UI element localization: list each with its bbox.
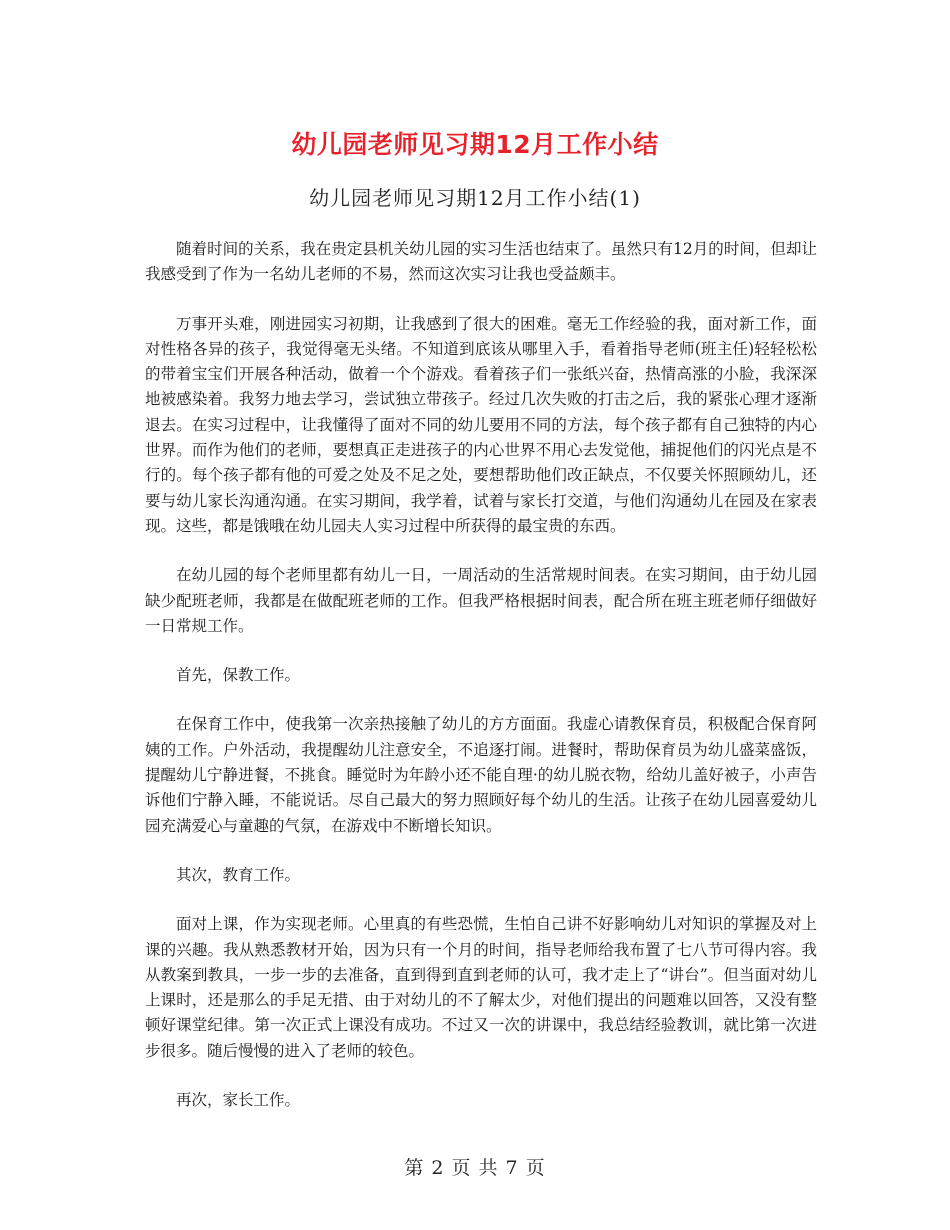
document-body <box>145 237 817 1137</box>
paragraph: 在幼儿园的每个老师里都有幼儿一日，一周活动的生活常规时间表。在实习期间，由于幼儿园缺少配班老师，我都是在做配班老师的工作。但我严格根据时间表，配合所在班主班老师仔细做好一日常规工作。 <box>145 566 817 635</box>
document-subtitle: 幼儿园老师见习期12月工作小结(1) <box>309 186 641 210</box>
section-heading: 首先，保教工作。 <box>176 666 301 685</box>
section-heading: 再次，家长工作。 <box>176 1091 301 1110</box>
page-number-footer: 第 2 页 共 7 页 <box>404 1157 546 1179</box>
document-title: 幼儿园老师见习期12月工作小结 <box>291 129 659 159</box>
paragraph: 面对上课，作为实现老师。心里真的有些恐慌，生怕自己讲不好影响幼儿对知识的掌握及对上课的兴趣。我从熟悉教材开始，因为只有一个月的时间，指导老师给我布置了七八节可得内容。我从教案到教具，一步一步的去准备，直到得到直到老师的认可，我才走上了“讲台”。但当面对幼儿上课时，还是那么的手足无措、由于对幼儿的不了解太少，对他们提出的问题难以回答，又没有整顿好课堂纪律。第一次正式上课没有成功。不过又一次的讲课中，我总结经验教训，就比第一次进步很多。随后慢慢的进入了老师的较色。 <box>145 915 817 1060</box>
paragraph: 随着时间的关系，我在贵定县机关幼儿园的实习生活也结束了。虽然只有12月的时间，但却让我感受到了作为一名幼儿老师的不易，然而这次实习让我也受益颇丰。 <box>145 240 817 284</box>
section-heading: 其次，教育工作。 <box>176 865 301 884</box>
paragraph: 在保育工作中，使我第一次亲热接触了幼儿的方方面面。我虚心请教保育员，积极配合保育阿姨的工作。户外活动，我提醒幼儿注意安全，不追逐打闹。进餐时，帮助保育员为幼儿盛菜盛饭，提醒幼儿宁静进餐，不挑食。睡觉时为年龄小还不能自理·的幼儿脱衣物，给幼儿盖好被子，小声告诉他们宁静入睡，不能说话。尽自己最大的努力照顾好每个幼儿的生活。让孩子在幼儿园喜爱幼儿园充满爱心与童趣的气氛，在游戏中不断增长知识。 <box>145 715 817 835</box>
paragraph: 万事开头难，刚进园实习初期，让我感到了很大的困难。毫无工作经验的我，面对新工作，面对性格各异的孩子，我觉得毫无头绪。不知道到底该从哪里入手，看着指导老师(班主任)轻轻松松的带着宝宝们开展各种活动，做着一个个游戏。看着孩子们一张纸兴奋，热情高涨的小脸，我深深地被感染着。我努力地去学习，尝试独立带孩子。经过几次失败的打击之后，我的紧张心理才逐渐退去。在实习过程中，让我懂得了面对不同的幼儿要用不同的方法，每个孩子都有自己独特的内心世界。而作为他们的老师，要想真正走进孩子的内心世界不用心去发觉他，捕捉他们的闪光点是不行的。每个孩子都有他的可爱之处及不足之处，要想帮助他们改正缺点，不仅要关怀照顾幼儿，还要与幼儿家长沟通沟通。在实习期间，我学着，试着与家长打交道，与他们沟通幼儿在园及在家表现。这些，都是饿哦在幼儿园夫人实习过程中所获得的最宝贵的东西。 <box>145 314 817 535</box>
